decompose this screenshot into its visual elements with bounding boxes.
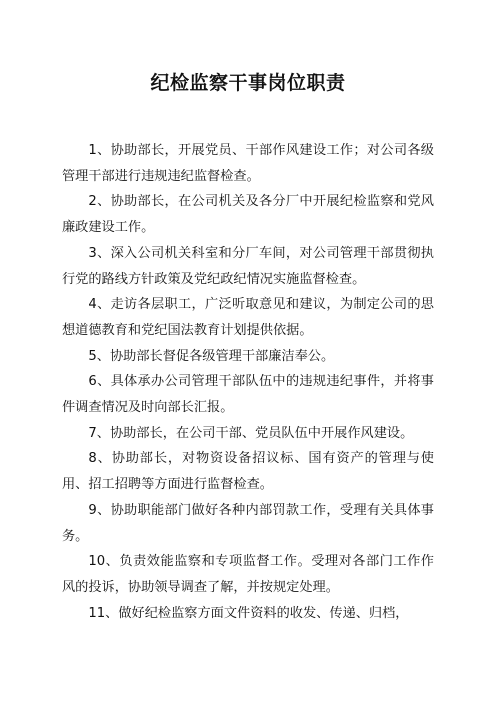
paragraph-7: 7、协助部长，在公司干部、党员队伍中开展作风建设。 [88, 425, 414, 441]
paragraph-9: 9、协助职能部门做好各种内部罚款工作，受理有关具体事务。 [62, 502, 434, 544]
page-title: 纪检监察干事岗位职责 [150, 72, 346, 94]
paragraph-8: 8、协助部长，对物资设备招议标、国有资产的管理与使用、招工招聘等方面进行监督检查。 [62, 451, 434, 493]
document-body [62, 138, 434, 626]
paragraph-10: 10、负责效能监察和专项监督工作。受理对各部门工作作风的投诉，协助领导调查了解，并按规定处理。 [62, 554, 434, 595]
paragraph-6: 6、具体承办公司管理干部队伍中的违规违纪事件，并将事件调查情况及时向部长汇报。 [62, 374, 434, 416]
paragraph-3: 3、深入公司机关科室和分厂车间，对公司管理干部贯彻执行党的路线方针政策及党纪政纪情况实施监督检查。 [62, 245, 434, 287]
paragraph-1: 1、协助部长，开展党员、干部作风建设工作；对公司各级管理干部进行违规违纪监督检查。 [62, 143, 434, 184]
paragraph-2: 2、协助部长，在公司机关及各分厂中开展纪检监察和党风廉政建设工作。 [62, 194, 434, 236]
paragraph-11: 11、做好纪检监察方面文件资料的收发、传递、归档， [88, 605, 409, 621]
paragraph-4: 4、走访各层职工，广泛听取意见和建议，为制定公司的思想道德教育和党纪国法教育计划提供依据。 [62, 297, 434, 338]
paragraph-5: 5、协助部长督促各级管理干部廉洁奉公。 [88, 348, 335, 364]
